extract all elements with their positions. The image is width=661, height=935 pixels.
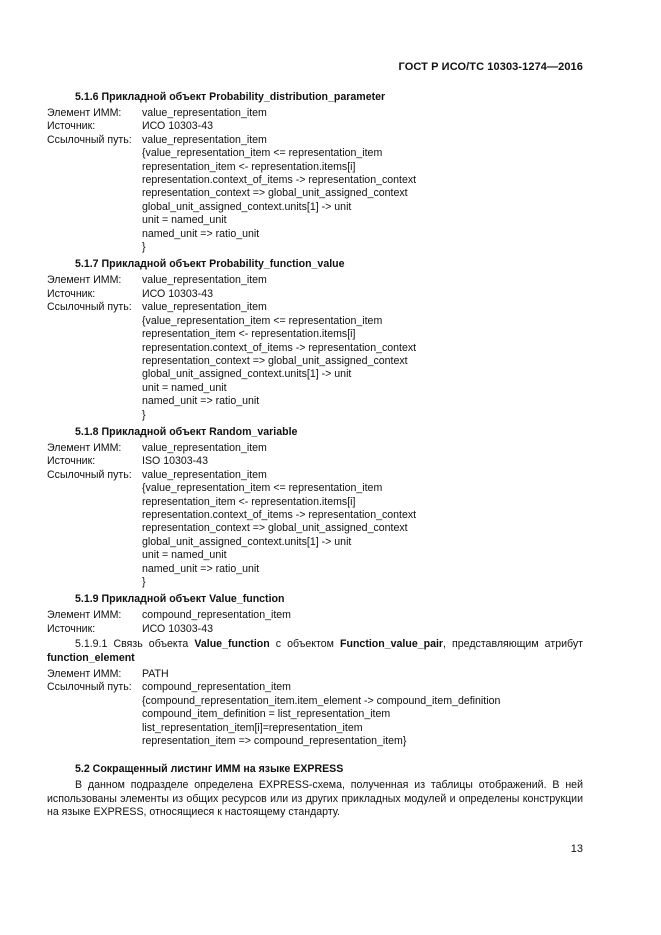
mapping-section bbox=[47, 90, 583, 254]
source-value: ИСО 10303-43 bbox=[142, 120, 213, 133]
sub-bold-1: Value_function bbox=[194, 638, 270, 651]
section-paragraph: В данном подразделе определена EXPRESS-схема, полученная из таблицы отображений. В ней использованы элементы из общих ресурсов или из других прикладных модулей и определены конструкции на языке EXPRESS, относящиеся к настоящему стандарту. bbox=[47, 779, 583, 819]
element-value: value_representation_item bbox=[142, 107, 267, 119]
path-value bbox=[142, 681, 583, 748]
path-line: named_unit => ratio_unit bbox=[142, 562, 260, 575]
path-line: list_representation_item[i]=representation_item bbox=[142, 721, 363, 734]
source-value: ISO 10303-43 bbox=[142, 455, 208, 468]
path-line: global_unit_assigned_context.units[1] -> unit bbox=[142, 200, 352, 213]
section-heading: 5.1.7 Прикладной объект Probability_function_value bbox=[75, 258, 345, 271]
sub-bold-2: Function_value_pair bbox=[340, 638, 444, 651]
section-heading: 5.1.6 Прикладной объект Probability_distribution_parameter bbox=[75, 91, 386, 103]
subsection-5-1-9-1 bbox=[47, 638, 583, 665]
sub-bold-3: function_element bbox=[47, 651, 135, 664]
source-label: Источник: bbox=[47, 622, 96, 635]
path-line: representation_item => compound_representation_item} bbox=[142, 735, 407, 748]
source-label: Источник: bbox=[47, 120, 96, 133]
section-heading: 5.2 Сокращенный листинг ИММ на языке EXPRESS bbox=[75, 763, 344, 776]
path-row bbox=[47, 469, 583, 590]
source-row bbox=[47, 623, 583, 636]
element-row bbox=[47, 107, 583, 120]
path-value bbox=[142, 134, 583, 255]
mapping-sections bbox=[47, 90, 583, 589]
path-line: representation_context => global_unit_assigned_context bbox=[142, 187, 408, 200]
path-label: Ссылочный путь: bbox=[47, 681, 132, 694]
path-line: representation_item <- representation.items[i] bbox=[142, 328, 356, 341]
element-label: Элемент ИММ: bbox=[47, 609, 122, 622]
path-line: representation.context_of_items -> representation_context bbox=[142, 174, 417, 187]
source-value: ИСО 10303-43 bbox=[142, 622, 213, 635]
path-label: Ссылочный путь: bbox=[47, 301, 132, 314]
element-row bbox=[47, 442, 583, 455]
source-row bbox=[47, 288, 583, 301]
element-value: compound_representation_item bbox=[142, 609, 291, 622]
element-value: value_representation_item bbox=[142, 274, 267, 287]
path-line: global_unit_assigned_context.units[1] -> unit bbox=[142, 535, 352, 548]
mapping-section bbox=[47, 257, 583, 421]
path-line: named_unit => ratio_unit bbox=[142, 227, 260, 240]
path-line: {value_representation_item <= representation_item bbox=[142, 482, 383, 495]
source-label: Источник: bbox=[47, 287, 96, 300]
path-line: {compound_representation_item.item_element -> compound_item_definition bbox=[142, 694, 501, 707]
path-line: } bbox=[142, 408, 146, 421]
section-5-1-9 bbox=[47, 592, 583, 748]
path-row bbox=[47, 681, 583, 748]
element-label: Элемент ИММ: bbox=[47, 441, 122, 454]
section-5-2 bbox=[47, 762, 583, 819]
sub-text-2: с объектом bbox=[269, 638, 341, 651]
path-value bbox=[142, 469, 583, 590]
path-label: Ссылочный путь: bbox=[47, 133, 132, 146]
element-label: Элемент ИММ: bbox=[47, 274, 122, 287]
path-line: } bbox=[142, 576, 146, 588]
element-label: Элемент ИММ: bbox=[47, 107, 122, 119]
section-heading: 5.1.9 Прикладной объект Value_function bbox=[75, 593, 285, 606]
page-number: 13 bbox=[570, 843, 583, 855]
element-value: PATH bbox=[142, 668, 169, 681]
path-line: value_representation_item bbox=[142, 133, 267, 146]
path-line: } bbox=[142, 241, 146, 254]
path-line: representation_context => global_unit_assigned_context bbox=[142, 354, 408, 367]
element-row bbox=[47, 609, 583, 622]
path-line: representation_context => global_unit_assigned_context bbox=[142, 522, 408, 535]
path-line: {value_representation_item <= representation_item bbox=[142, 147, 383, 160]
section-heading: 5.1.8 Прикладной объект Random_variable bbox=[75, 425, 298, 438]
path-value bbox=[142, 301, 583, 422]
element-row-2 bbox=[47, 668, 583, 681]
path-line: compound_representation_item bbox=[142, 681, 291, 694]
source-label: Источник: bbox=[47, 455, 96, 468]
mapping-section bbox=[47, 425, 583, 589]
path-line: representation_item <- representation.items[i] bbox=[142, 160, 356, 173]
element-label: Элемент ИММ: bbox=[47, 668, 122, 681]
element-row bbox=[47, 274, 583, 287]
path-line: unit = named_unit bbox=[142, 214, 227, 227]
path-line: value_representation_item bbox=[142, 301, 267, 314]
path-line: global_unit_assigned_context.units[1] -> unit bbox=[142, 368, 352, 381]
path-line: representation.context_of_items -> representation_context bbox=[142, 508, 417, 521]
element-value: value_representation_item bbox=[142, 441, 267, 454]
sub-text-3: , представляющим атрибут bbox=[443, 638, 583, 651]
sub-text-1: 5.1.9.1 Связь объекта bbox=[75, 638, 195, 651]
source-row bbox=[47, 455, 583, 468]
path-line: named_unit => ratio_unit bbox=[142, 395, 260, 408]
path-line: unit = named_unit bbox=[142, 381, 227, 394]
path-row bbox=[47, 134, 583, 255]
source-value: ИСО 10303-43 bbox=[142, 287, 213, 300]
path-line: compound_item_definition = list_representation_item bbox=[142, 708, 391, 721]
path-line: representation.context_of_items -> representation_context bbox=[142, 341, 417, 354]
path-line: unit = named_unit bbox=[142, 549, 227, 562]
path-label: Ссылочный путь: bbox=[47, 468, 132, 481]
page-content bbox=[47, 90, 583, 823]
path-line: representation_item <- representation.items[i] bbox=[142, 495, 356, 508]
path-row bbox=[47, 301, 583, 422]
path-line: {value_representation_item <= representation_item bbox=[142, 314, 383, 327]
document-header: ГОСТ Р ИСО/ТС 10303-1274—2016 bbox=[398, 61, 583, 73]
source-row bbox=[47, 120, 583, 133]
path-line: value_representation_item bbox=[142, 468, 267, 481]
